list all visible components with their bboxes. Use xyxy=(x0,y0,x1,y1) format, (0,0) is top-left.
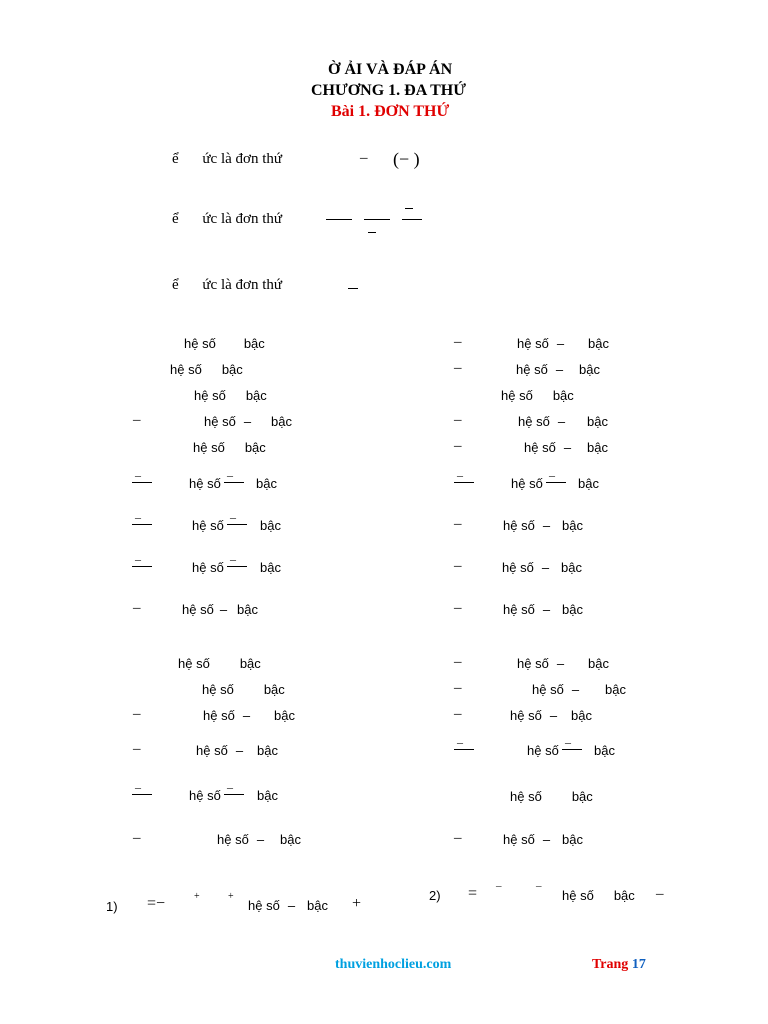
answer-item: hệ số xyxy=(189,788,221,803)
intro-2-b: ức là đơn thứ xyxy=(202,211,283,227)
minus-sign: – xyxy=(454,412,462,428)
answer-item: hệ số – bậc xyxy=(217,832,302,847)
footer-page-number: 17 xyxy=(631,957,646,972)
answer-item: hệ số bậc xyxy=(202,682,285,697)
fraction: – xyxy=(132,554,152,568)
fraction: – xyxy=(546,470,566,484)
final-item-1: hệ số – bậc xyxy=(248,898,329,913)
answer-item: hệ số – bậc xyxy=(503,832,584,847)
fraction: – xyxy=(227,554,247,568)
answer-item: hệ số bậc xyxy=(194,388,267,403)
answer-item: hệ số – bậc xyxy=(518,414,609,429)
final-item-2: hệ số bậc xyxy=(562,888,635,903)
fraction: – xyxy=(562,737,582,751)
answer-item: hệ số – bậc xyxy=(196,743,279,758)
intro-line-3 xyxy=(172,277,282,294)
answer-item: hệ số – bậc xyxy=(516,362,601,377)
minus-sign: – xyxy=(133,600,141,616)
minus-sign: – xyxy=(454,516,462,532)
fraction: – xyxy=(454,470,474,484)
answer-item: hệ số xyxy=(527,743,559,758)
intro-2-fraction-bar-3 xyxy=(402,219,422,220)
answer-item: hệ số – bậc xyxy=(532,682,627,697)
minus-sign: – xyxy=(133,741,141,757)
minus-sign: – xyxy=(454,360,462,376)
answer-item: hệ số xyxy=(189,476,221,491)
intro-line-2 xyxy=(172,211,282,228)
final-item-2-minus-1: – xyxy=(496,880,502,892)
answer-item: hệ số – bậc xyxy=(503,602,584,617)
answer-item: hệ số – bậc xyxy=(502,560,583,575)
intro-2-fraction-bar-1 xyxy=(326,219,352,220)
fraction: – xyxy=(224,782,244,796)
intro-2-fraction-bar-2 xyxy=(364,219,390,220)
final-item-2-minus-3: – xyxy=(656,886,664,902)
footer-site-link[interactable]: thuvienhoclieu.com xyxy=(335,957,452,972)
answer-item: hệ số – bậc xyxy=(203,708,296,723)
answer-item: hệ số bậc xyxy=(193,440,266,455)
intro-1-b: ức là đơn thứ xyxy=(202,151,283,167)
final-item-1-plus-small: + xyxy=(194,891,200,902)
intro-3-b: ức là đơn thứ xyxy=(202,277,283,293)
final-item-1-number: 1) xyxy=(106,899,118,914)
intro-2-a: ể xyxy=(172,211,179,227)
final-item-2-number: 2) xyxy=(429,888,441,903)
intro-2-minus-2 xyxy=(405,208,413,209)
doc-title-line2: CHƯƠNG 1. ĐA THỨ xyxy=(311,82,466,99)
minus-sign: – xyxy=(133,830,141,846)
answer-item: hệ số xyxy=(192,560,224,575)
fraction: – xyxy=(132,470,152,484)
answer-item: hệ số xyxy=(192,518,224,533)
minus-sign: – xyxy=(454,438,462,454)
footer-page xyxy=(592,957,646,973)
answer-item: hệ số – bậc xyxy=(510,708,593,723)
answer-item-degree: bậc xyxy=(260,560,281,575)
answer-item: hệ số xyxy=(511,476,543,491)
answer-item: hệ số – bậc xyxy=(204,414,293,429)
answer-item: hệ số – bậc xyxy=(182,602,259,617)
intro-line-1 xyxy=(172,151,282,168)
minus-sign: – xyxy=(454,600,462,616)
final-item-1-plus: + xyxy=(352,895,362,912)
intro-1-minus: – xyxy=(360,150,368,166)
fraction: – xyxy=(132,512,152,526)
final-item-2-minus-2: – xyxy=(536,880,542,892)
answer-item: hệ số – bậc xyxy=(517,656,610,671)
doc-title-line3: Bài 1. ĐƠN THỨ xyxy=(331,103,450,120)
answer-item-degree: bậc xyxy=(594,743,615,758)
doc-title-line1: Ờ ẢI VÀ ĐÁP ÁN xyxy=(328,61,453,78)
answer-item: hệ số bậc xyxy=(170,362,243,377)
minus-sign: – xyxy=(454,558,462,574)
final-item-1-plus-small-2: + xyxy=(228,891,234,902)
fraction: – xyxy=(227,512,247,526)
final-item-2-equals: = xyxy=(468,885,478,902)
intro-3-a: ể xyxy=(172,277,179,293)
minus-sign: – xyxy=(133,706,141,722)
minus-sign: – xyxy=(454,680,462,696)
answer-item: hệ số bậc xyxy=(510,789,593,804)
intro-1-paren: (− ) xyxy=(393,149,420,169)
answer-item-degree: bậc xyxy=(578,476,599,491)
footer-page-label: Trang xyxy=(592,957,629,972)
answer-item: hệ số – bậc xyxy=(503,518,584,533)
answer-item-degree: bậc xyxy=(260,518,281,533)
final-item-1-equals: =− xyxy=(147,895,166,912)
minus-sign: – xyxy=(454,654,462,670)
answer-item: hệ số – bậc xyxy=(517,336,610,351)
minus-sign: – xyxy=(454,706,462,722)
fraction: – xyxy=(224,470,244,484)
answer-item: hệ số – bậc xyxy=(524,440,609,455)
answer-item-degree: bậc xyxy=(257,788,278,803)
answer-item: hệ số bậc xyxy=(501,388,574,403)
fraction: – xyxy=(454,737,474,751)
answer-item: hệ số bậc xyxy=(184,336,265,351)
minus-sign: – xyxy=(454,334,462,350)
intro-2-minus-1 xyxy=(368,232,376,233)
fraction: – xyxy=(132,782,152,796)
intro-1-a: ể xyxy=(172,151,179,167)
minus-sign: – xyxy=(454,830,462,846)
answer-item-degree: bậc xyxy=(256,476,277,491)
answer-item: hệ số bậc xyxy=(178,656,261,671)
intro-3-minus xyxy=(348,288,358,289)
minus-sign: – xyxy=(133,412,141,428)
